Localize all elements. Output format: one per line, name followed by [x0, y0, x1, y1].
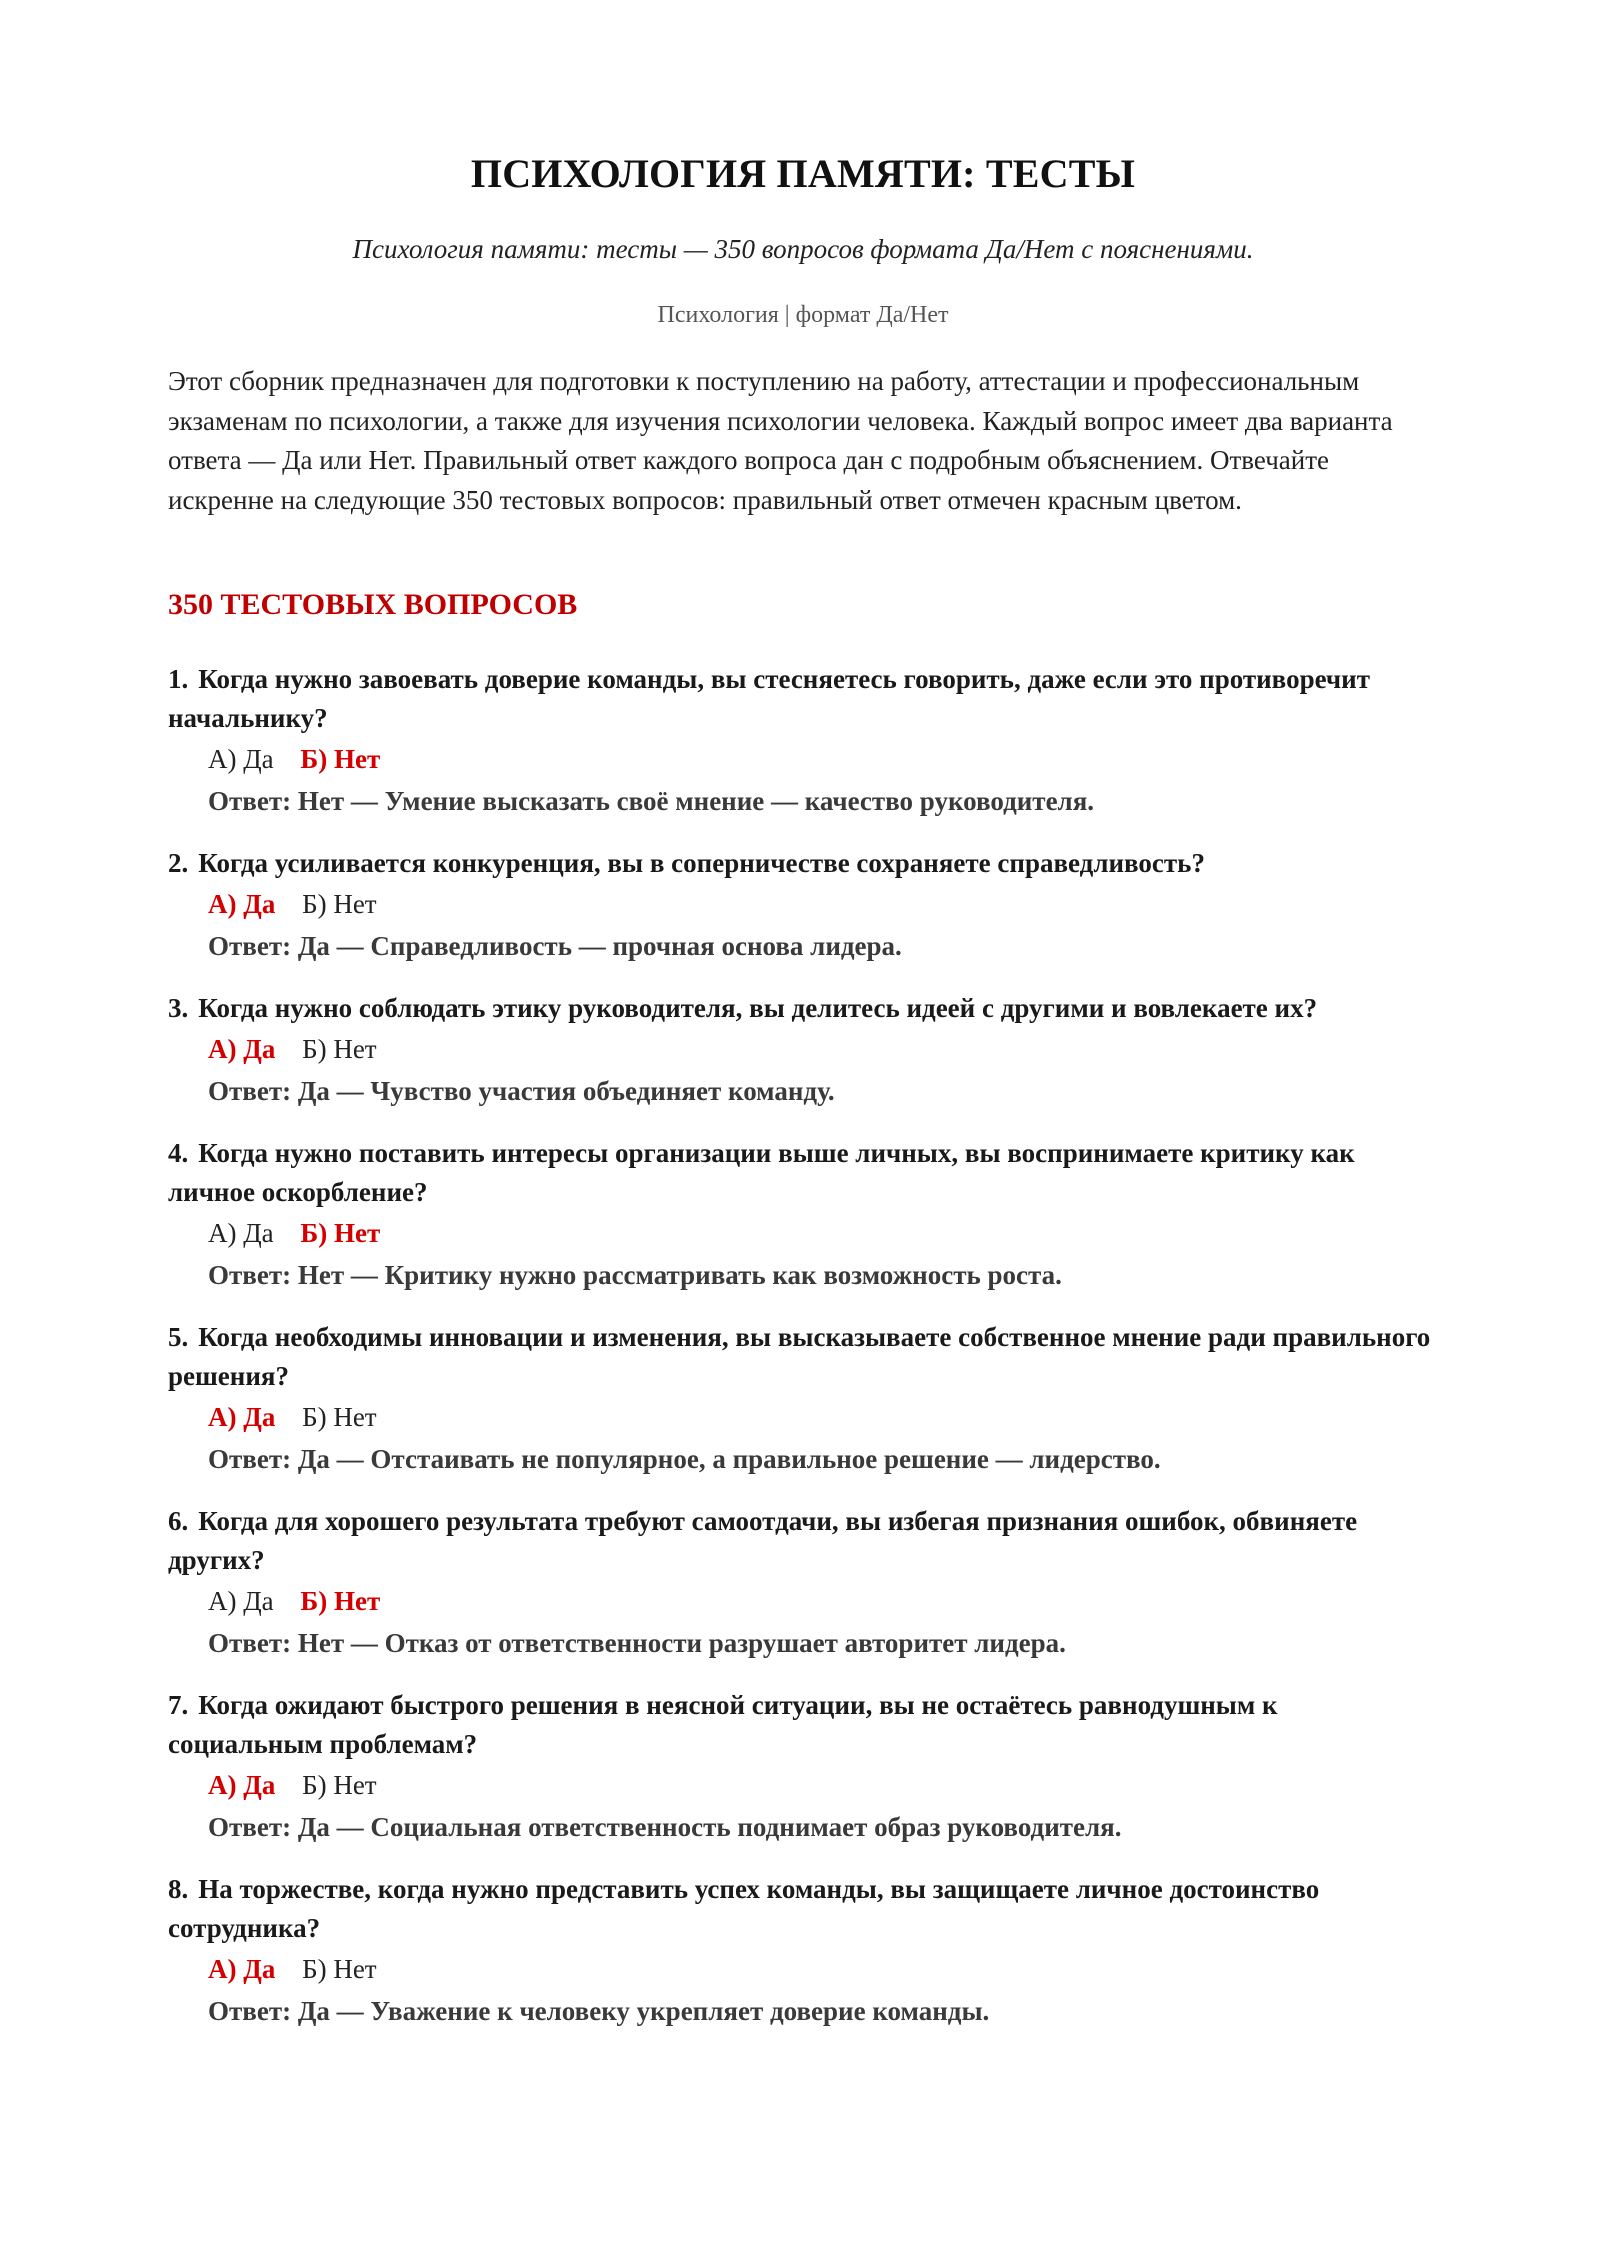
answer-explanation: Ответ: Да — Чувство участия объединяет команду.	[208, 1076, 835, 1106]
question-body: Когда нужно соблюдать этику руководителя, вы делитесь идеей с другими и вовлекаете их?	[198, 993, 1318, 1023]
question-item	[168, 1686, 1438, 1848]
section-heading: 350 ТЕСТОВЫХ ВОПРОСОВ	[168, 588, 578, 621]
question-number: 2.	[168, 848, 189, 878]
question-number: 3.	[168, 993, 189, 1023]
question-item	[168, 1134, 1438, 1296]
question-text	[168, 1318, 1438, 1396]
option-no[interactable]: Б) Нет	[302, 1402, 377, 1432]
answer-options	[208, 1580, 1438, 1622]
answer-options	[208, 1764, 1438, 1806]
option-no[interactable]: Б) Нет	[302, 1034, 377, 1064]
question-item	[168, 1870, 1438, 2032]
answer-options	[208, 1028, 1438, 1070]
answer-options	[208, 883, 1438, 925]
option-no[interactable]: Б) Нет	[300, 1586, 381, 1616]
option-yes[interactable]: А) Да	[208, 1954, 276, 1984]
question-number: 7.	[168, 1690, 189, 1720]
question-text	[168, 1870, 1438, 1948]
question-body: На торжестве, когда нужно представить успех команды, вы защищаете личное достоинство сотрудника?	[168, 1874, 1320, 1943]
question-text	[168, 1502, 1438, 1580]
answer-explanation: Ответ: Да — Отстаивать не популярное, а правильное решение — лидерство.	[208, 1444, 1161, 1474]
option-no[interactable]: Б) Нет	[302, 889, 377, 919]
question-item	[168, 660, 1438, 822]
answer-explanation: Ответ: Нет — Отказ от ответственности разрушает авторитет лидера.	[208, 1628, 1066, 1658]
option-yes[interactable]: А) Да	[208, 889, 276, 919]
question-body: Когда ожидают быстрого решения в неясной ситуации, вы не остаётесь равнодушным к социальным проблемам?	[168, 1690, 1278, 1759]
question-text	[168, 660, 1438, 738]
category-meta: Психология | формат Да/Нет	[657, 302, 949, 328]
answer-explanation: Ответ: Да — Справедливость — прочная основа лидера.	[208, 931, 902, 961]
question-number: 8.	[168, 1874, 189, 1904]
option-yes[interactable]: А) Да	[208, 1402, 276, 1432]
question-body: Когда нужно поставить интересы организации выше личных, вы воспринимаете критику как личное оскорбление?	[168, 1138, 1355, 1207]
question-body: Когда усиливается конкуренция, вы в соперничестве сохраняете справедливость?	[198, 848, 1205, 878]
question-body: Когда необходимы инновации и изменения, вы высказываете собственное мнение ради правильного решения?	[168, 1322, 1431, 1391]
option-yes[interactable]: А) Да	[208, 1586, 274, 1616]
question-number: 5.	[168, 1322, 189, 1352]
answer-explanation: Ответ: Да — Социальная ответственность поднимает образ руководителя.	[208, 1812, 1122, 1842]
question-item	[168, 1502, 1438, 1664]
option-no[interactable]: Б) Нет	[300, 744, 381, 774]
page-title: ПСИХОЛОГИЯ ПАМЯТИ: ТЕСТЫ	[470, 151, 1136, 196]
page-subtitle: Психология памяти: тесты — 350 вопросов формата Да/Нет с пояснениями.	[352, 234, 1254, 264]
option-yes[interactable]: А) Да	[208, 1034, 276, 1064]
question-item	[168, 844, 1438, 967]
question-body: Когда нужно завоевать доверие команды, вы стесняетесь говорить, даже если это противоречит начальнику?	[168, 664, 1370, 733]
option-no[interactable]: Б) Нет	[302, 1954, 377, 1984]
intro-paragraph: Этот сборник предназначен для подготовки к поступлению на работу, аттестации и профессиональным экзаменам по психологии, а также для изучения психологии человека. Каждый вопрос имеет два варианта ответа — Да или Нет. Правильный ответ каждого вопроса дан с подробным объяснением. Отвечайте искренне на следующие 350 тестовых вопросов: правильный ответ отмечен красным цветом.	[168, 366, 1393, 515]
question-text	[168, 844, 1438, 883]
option-no[interactable]: Б) Нет	[302, 1770, 377, 1800]
question-item	[168, 1318, 1438, 1480]
question-text	[168, 1686, 1438, 1764]
question-number: 1.	[168, 664, 189, 694]
question-text	[168, 989, 1438, 1028]
answer-explanation: Ответ: Нет — Умение высказать своё мнение — качество руководителя.	[208, 786, 1095, 816]
option-yes[interactable]: А) Да	[208, 744, 274, 774]
answer-options	[208, 1948, 1438, 1990]
answer-options	[208, 738, 1438, 780]
question-body: Когда для хорошего результата требуют самоотдачи, вы избегая признания ошибок, обвиняете других?	[168, 1506, 1358, 1575]
question-number: 6.	[168, 1506, 189, 1536]
option-no[interactable]: Б) Нет	[300, 1218, 381, 1248]
answer-options	[208, 1212, 1438, 1254]
questions-list	[168, 660, 1438, 2054]
answer-explanation: Ответ: Нет — Критику нужно рассматривать как возможность роста.	[208, 1260, 1062, 1290]
option-yes[interactable]: А) Да	[208, 1218, 274, 1248]
question-number: 4.	[168, 1138, 189, 1168]
answer-options	[208, 1396, 1438, 1438]
question-text	[168, 1134, 1438, 1212]
option-yes[interactable]: А) Да	[208, 1770, 276, 1800]
answer-explanation: Ответ: Да — Уважение к человеку укрепляет доверие команды.	[208, 1996, 990, 2026]
question-item	[168, 989, 1438, 1112]
